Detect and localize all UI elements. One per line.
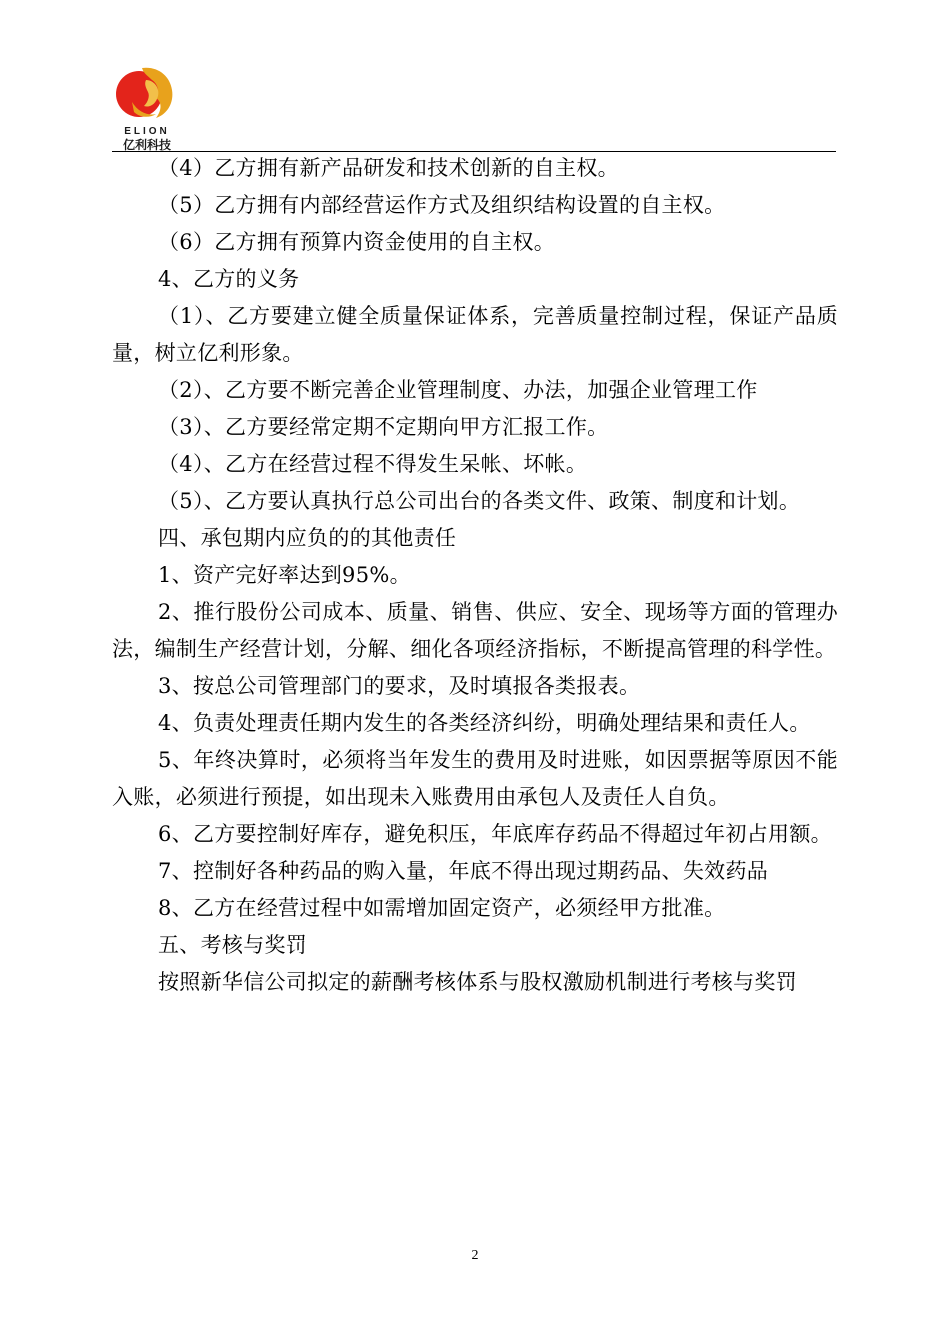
- paragraph: 4、负责处理责任期内发生的各类经济纠纷，明确处理结果和责任人。: [158, 711, 811, 735]
- logo-text-cn: 亿利科技: [122, 138, 172, 152]
- paragraph: （5）、乙方要认真执行总公司出台的各类文件、政策、制度和计划。: [158, 489, 801, 513]
- paragraph: （1）、乙方要建立健全质量保证体系，完善质量控制过程，保证产品质量，树立亿利形象。: [112, 304, 838, 365]
- section-heading: 四、承包期内应负的的其他责任: [158, 526, 457, 550]
- paragraph: （6）乙方拥有预算内资金使用的自主权。: [158, 230, 556, 254]
- elion-logo: [112, 62, 182, 152]
- paragraph: （2）、乙方要不断完善企业管理制度、办法，加强企业管理工作: [158, 378, 758, 402]
- paragraph: 2、推行股份公司成本、质量、销售、供应、安全、现场等方面的管理办法，编制生产经营计划，分解、细化各项经济指标，不断提高管理的科学性。: [112, 600, 838, 661]
- section-heading: 4、乙方的义务: [158, 267, 300, 291]
- page-number: 2: [471, 1248, 479, 1263]
- paragraph: （4）、乙方在经营过程不得发生呆帐、坏帐。: [158, 452, 588, 476]
- paragraph: 6、乙方要控制好库存，避免积压，年底库存药品不得超过年初占用额。: [158, 822, 832, 846]
- paragraph: （5）乙方拥有内部经营运作方式及组织结构设置的自主权。: [158, 193, 726, 217]
- logo-text-en: ELION: [124, 126, 170, 137]
- paragraph: 1、资产完好率达到95%。: [158, 563, 411, 587]
- paragraph: 按照新华信公司拟定的薪酬考核体系与股权激励机制进行考核与奖罚: [158, 970, 797, 994]
- paragraph: 8、乙方在经营过程中如需增加固定资产，必须经甲方批准。: [158, 896, 726, 920]
- paragraph: 3、按总公司管理部门的要求，及时填报各类报表。: [158, 674, 641, 698]
- paragraph: （3）、乙方要经常定期不定期向甲方汇报工作。: [158, 415, 609, 439]
- page-header: [112, 62, 836, 152]
- document-body: [112, 150, 838, 1001]
- paragraph: 7、控制好各种药品的购入量，年底不得出现过期药品、失效药品: [158, 859, 769, 883]
- paragraph: （4）乙方拥有新产品研发和技术创新的自主权。: [158, 156, 619, 180]
- paragraph: 5、年终决算时，必须将当年发生的费用及时进账，如因票据等原因不能入账，必须进行预提，如出现未入账费用由承包人及责任人自负。: [112, 748, 838, 809]
- section-heading: 五、考核与奖罚: [158, 933, 308, 957]
